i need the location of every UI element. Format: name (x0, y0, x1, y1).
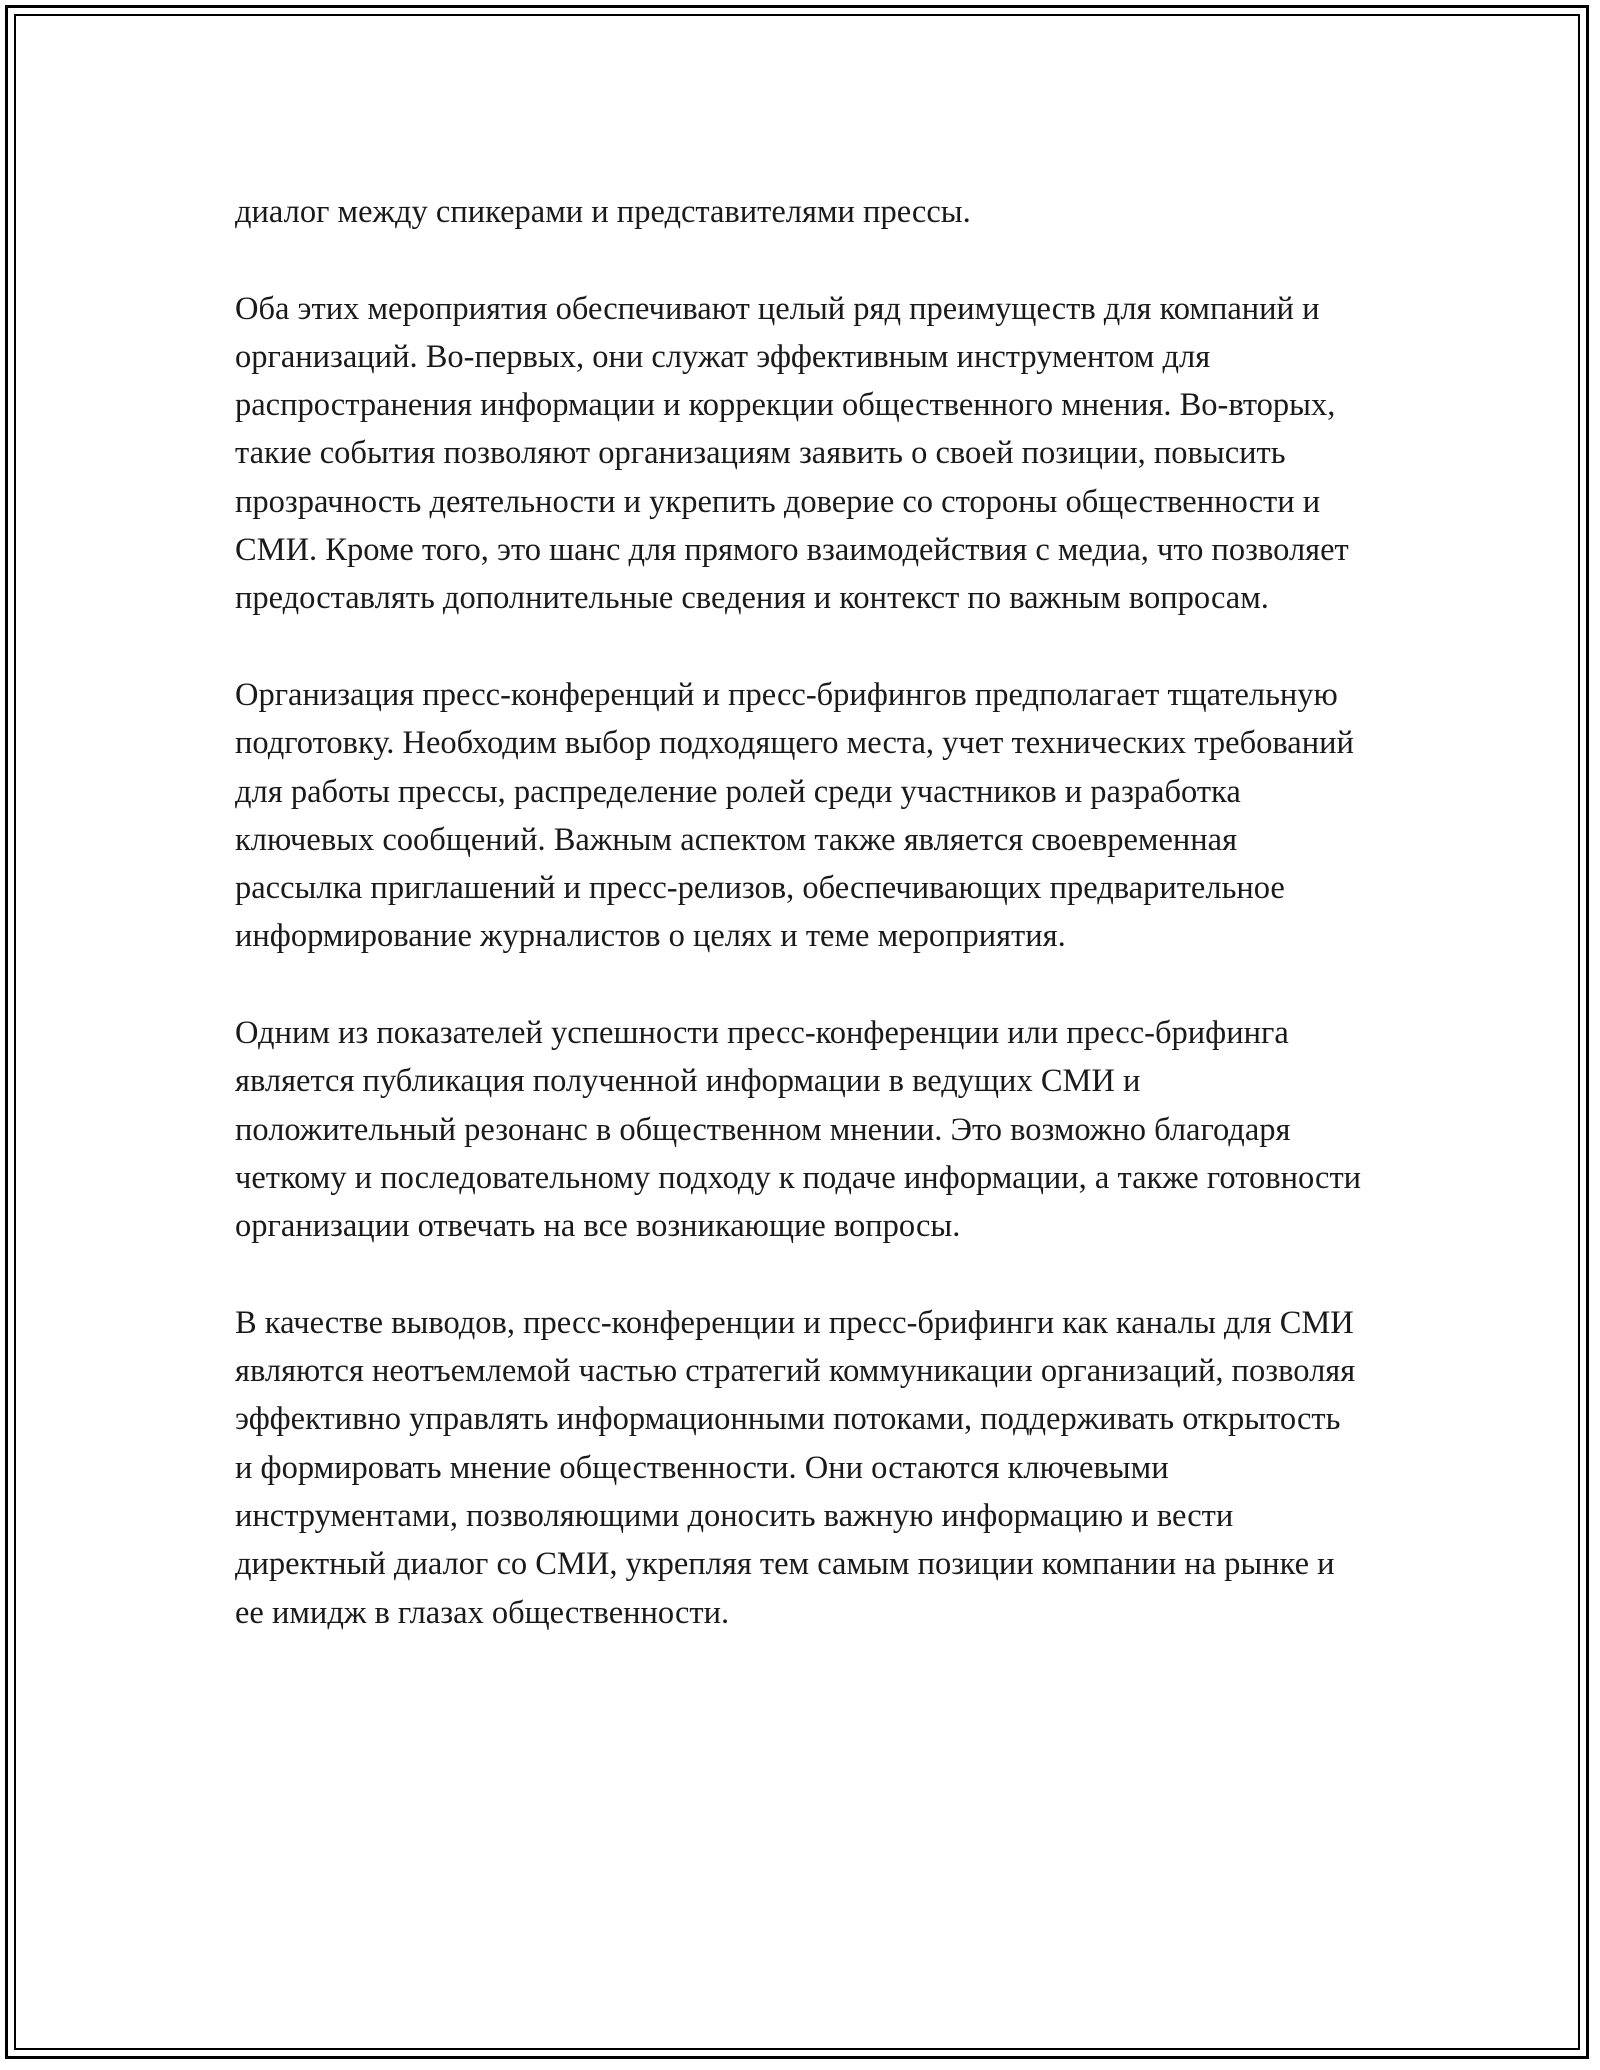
paragraph-5: В качестве выводов, пресс-конференции и пресс-брифинги как каналы для СМИ являются неотъемлемой частью стратегий коммуникации организаций, позволяя эффективно управлять информационными потоками, поддерживать открытость и формировать мнение общественности. Они остаются ключевыми инструментами, позволяющими доносить важную информацию и вести директный диалог со СМИ, укрепляя тем самым позиции компании на рынке и ее имидж в глазах общественности. (235, 1304, 1356, 1631)
paragraph-1: диалог между спикерами и представителями прессы. (235, 194, 971, 230)
paragraph-2: Оба этих мероприятия обеспечивают целый ряд преимуществ для компаний и организаций. Во-первых, они служат эффективным инструментом для распространения информации и коррекции общественного мнения. Во-вторых, такие события позволяют организациям заявить о своей позиции, повысить прозрачность деятельности и укрепить доверие со стороны общественности и СМИ. Кроме того, это шанс для прямого взаимодействия с медиа, что позволяет предоставлять дополнительные сведения и контекст по важным вопросам. (235, 290, 1349, 617)
document-body (235, 188, 1365, 1685)
paragraph-3: Организация пресс-конференций и пресс-брифингов предполагает тщательную подготовку. Необходим выбор подходящего места, учет технических требований для работы прессы, распределение ролей среди участников и разработка ключевых сообщений. Важным аспектом также является своевременная рассылка приглашений и пресс-релизов, обеспечивающих предварительное информирование журналистов о целях и теме мероприятия. (235, 676, 1354, 955)
paragraph-4: Одним из показателей успешности пресс-конференции или пресс-брифинга является публикация полученной информации в ведущих СМИ и положительный резонанс в общественном мнении. Это возможно благодаря четкому и последовательному подходу к подаче информации, а также готовности организации отвечать на все возникающие вопросы. (235, 1015, 1362, 1245)
